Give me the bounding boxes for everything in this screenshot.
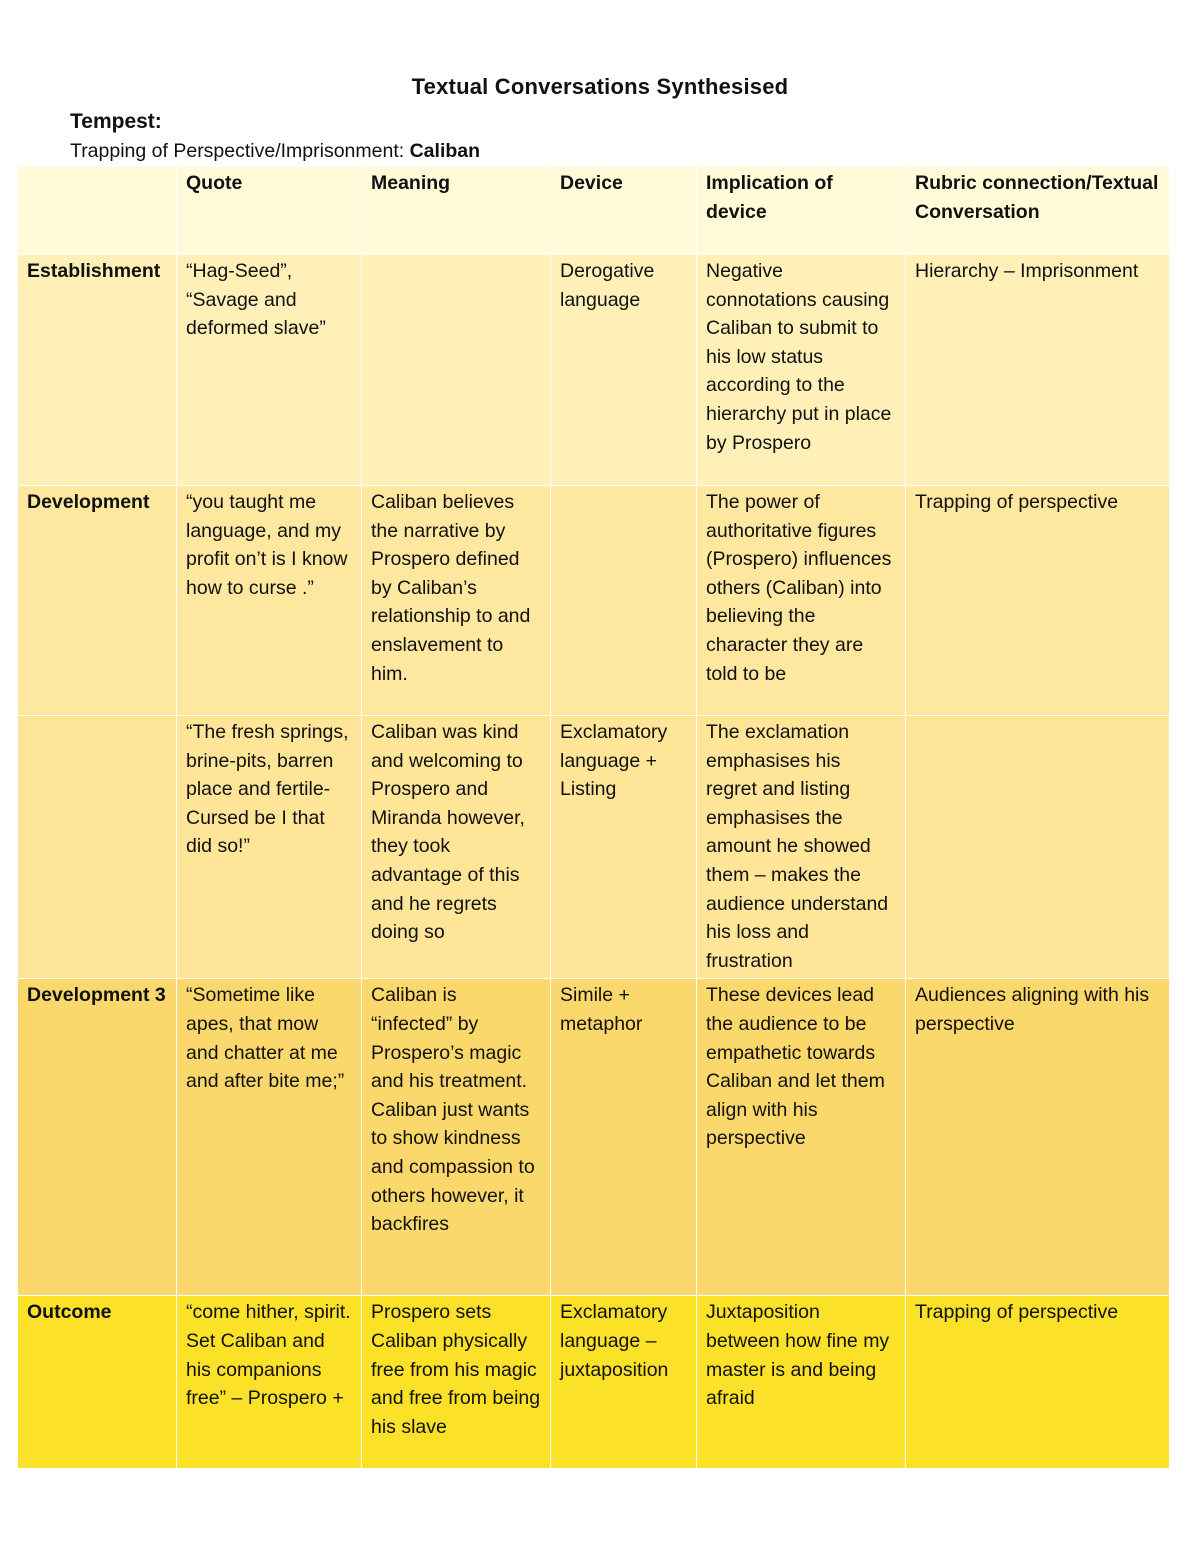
device-cell [551, 486, 697, 716]
stage-cell: Establishment [18, 255, 177, 486]
meaning-cell: Prospero sets Caliban physically free from his magic and free from being his slave [362, 1296, 551, 1469]
table-row [18, 979, 1170, 1296]
quote-cell: “The fresh springs, brine-pits, barren place and fertile- Cursed be I that did so!” [177, 716, 362, 979]
header-cell-implication: Implication of device [697, 167, 906, 255]
analysis-table [17, 166, 1170, 1469]
stage-cell: Development 3 [18, 979, 177, 1296]
table-row [18, 716, 1170, 979]
quote-cell: “you taught me language, and my profit on’t is I know how to curse .” [177, 486, 362, 716]
meaning-cell: Caliban is “infected” by Prospero’s magic and his treatment. Caliban just wants to show kindness and compassion to others however, it backfires [362, 979, 551, 1296]
table-row [18, 1296, 1170, 1469]
quote-cell: “Sometime like apes, that mow and chatter at me and after bite me;” [177, 979, 362, 1296]
page-title: Textual Conversations Synthesised [411, 74, 789, 99]
table-row [18, 486, 1170, 716]
stage-cell: Development [18, 486, 177, 716]
implication-cell: The exclamation emphasises his regret and listing emphasises the amount he showed them – makes the audience understand his loss and frustration [697, 716, 906, 979]
topic-prefix: Trapping of Perspective/Imprisonment: [70, 140, 410, 162]
meaning-cell [362, 255, 551, 486]
quote-cell: “Hag-Seed”, “Savage and deformed slave” [177, 255, 362, 486]
rubric-cell: Trapping of perspective [906, 1296, 1170, 1469]
topic-line [70, 140, 480, 163]
device-cell: Simile + metaphor [551, 979, 697, 1296]
rubric-cell [906, 716, 1170, 979]
device-cell: Exclamatory language + Listing [551, 716, 697, 979]
implication-cell: Negative connotations causing Caliban to submit to his low status according to the hierarchy put in place by Prospero [697, 255, 906, 486]
stage-cell: Outcome [18, 1296, 177, 1469]
topic-character: Caliban [409, 140, 481, 162]
header-cell-quote: Quote [177, 167, 362, 255]
quote-cell: “come hither, spirit. Set Caliban and his companions free” – Prospero + [177, 1296, 362, 1469]
stage-cell [18, 716, 177, 979]
header-cell-stage [18, 167, 177, 255]
device-cell: Exclamatory language – juxtaposition [551, 1296, 697, 1469]
implication-cell: These devices lead the audience to be empathetic towards Caliban and let them align with his perspective [697, 979, 906, 1296]
rubric-cell: Trapping of perspective [906, 486, 1170, 716]
meaning-cell: Caliban was kind and welcoming to Prospero and Miranda however, they took advantage of this and he regrets doing so [362, 716, 551, 979]
implication-cell: Juxtaposition between how fine my master is and being afraid [697, 1296, 906, 1469]
rubric-cell: Audiences aligning with his perspective [906, 979, 1170, 1296]
meaning-cell: Caliban believes the narrative by Prospero defined by Caliban’s relationship to and enslavement to him. [362, 486, 551, 716]
table-row [18, 255, 1170, 486]
header-cell-device: Device [551, 167, 697, 255]
implication-cell: The power of authoritative figures (Prospero) influences others (Caliban) into believing the character they are told to be [697, 486, 906, 716]
table-header-row [18, 167, 1170, 255]
section-heading: Tempest: [70, 110, 162, 133]
rubric-cell: Hierarchy – Imprisonment [906, 255, 1170, 486]
device-cell: Derogative language [551, 255, 697, 486]
header-cell-rubric: Rubric connection/Textual Conversation [906, 167, 1170, 255]
header-cell-meaning: Meaning [362, 167, 551, 255]
